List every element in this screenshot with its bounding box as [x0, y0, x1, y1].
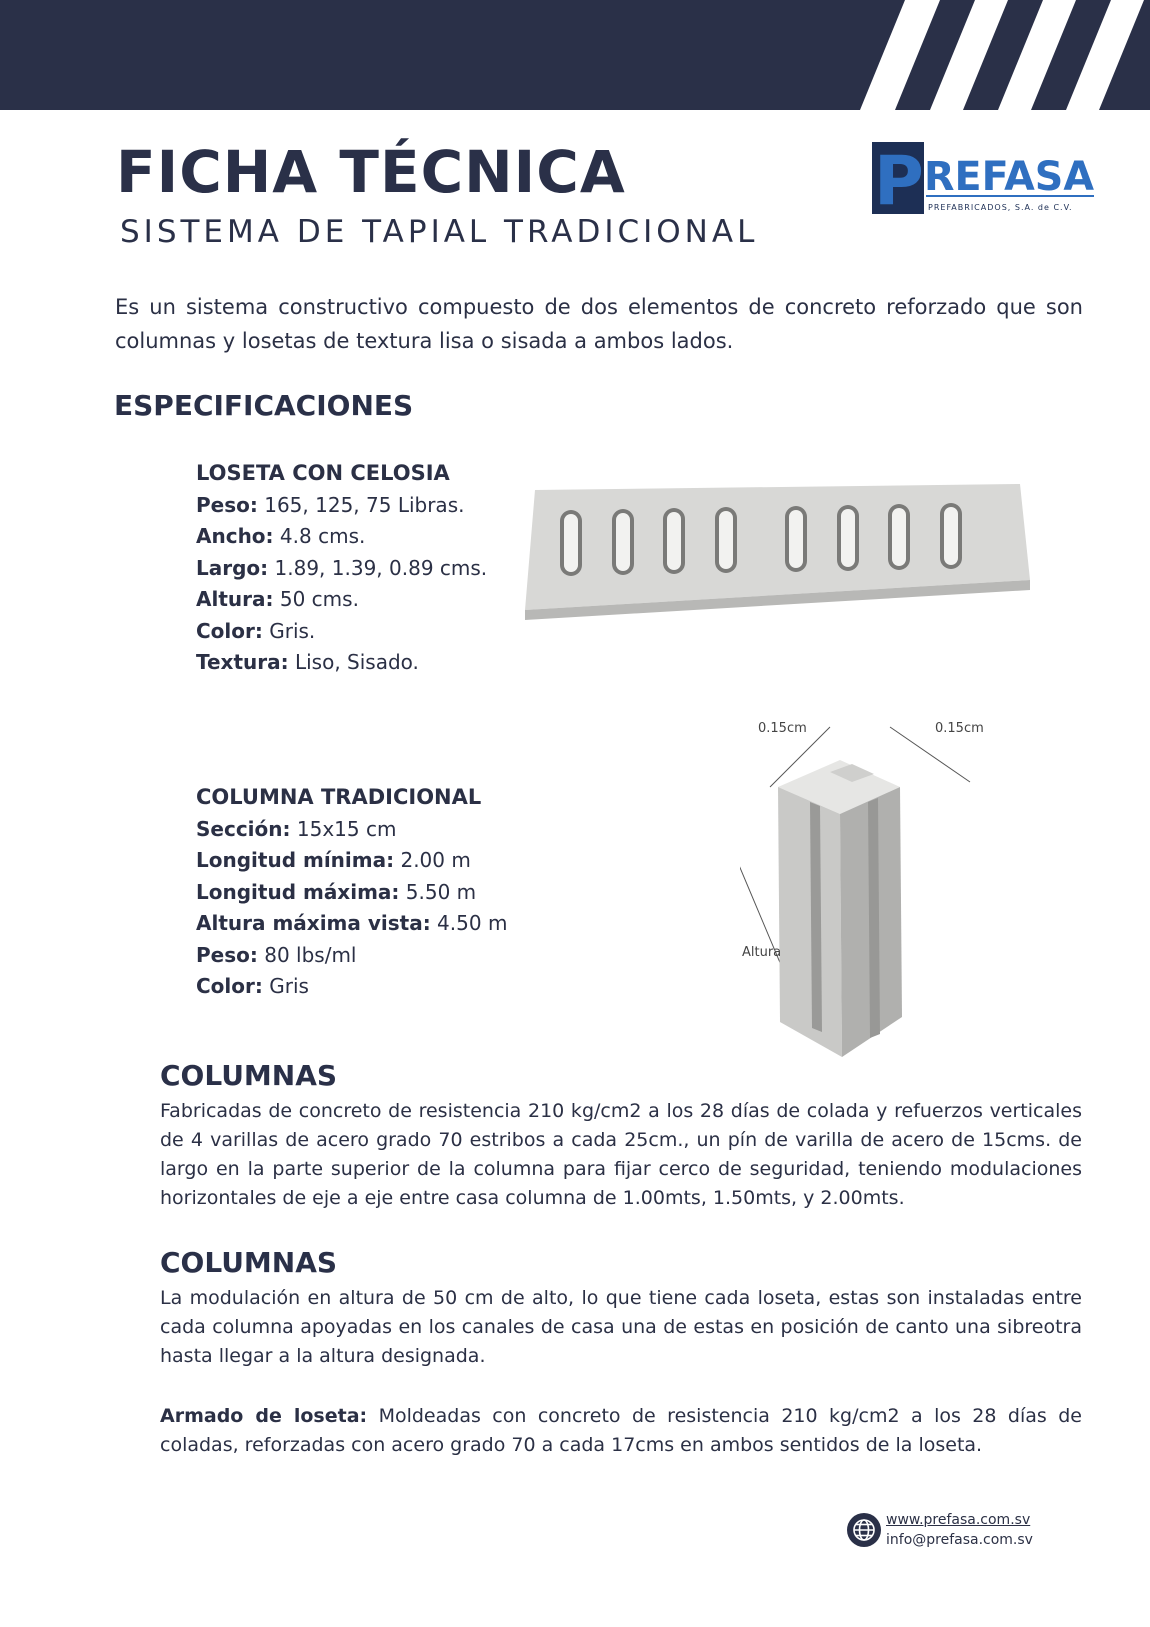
footer-contacts [886, 1510, 1033, 1550]
spec-row: Longitud mínima: 2.00 m [196, 848, 471, 872]
svg-text:P: P [874, 142, 924, 220]
loseta-image [515, 482, 1035, 622]
columnas-paragraph-2: La modulación en altura de 50 cm de alto, lo que tiene cada loseta, estas son instaladas entre cada columna apoyadas en los canales de casa una de estas en posición de canto una sibreotra hasta llegar a la altura designada. [160, 1287, 1082, 1367]
armado-paragraph [160, 1402, 1082, 1460]
dim-right-label: 0.15cm [935, 721, 984, 736]
specifications-heading: ESPECIFICACIONES [114, 389, 414, 422]
columnas-paragraph: Fabricadas de concreto de resistencia 210 kg/cm2 a los 28 días de colada y refuerzos verticales de 4 varillas de acero grado 70 estribos a cada 25cm., un pín de varilla de acero de 15cms. de largo en la parte superior de la columna para fijar cerco de seguridad, teniendo modulaciones horizontales de eje a eje entre casa columna de 1.00mts, 1.50mts, y 2.00mts. [160, 1100, 1082, 1209]
columna-specs [196, 782, 507, 1003]
spec-row: Altura: 50 cms. [196, 587, 359, 611]
website-link[interactable]: www.prefasa.com.sv [886, 1512, 1031, 1528]
loseta-title: LOSETA CON CELOSIA [196, 461, 450, 485]
header-bar [0, 0, 1150, 110]
columnas-heading: COLUMNAS [160, 1059, 338, 1092]
intro-paragraph: Es un sistema constructivo compuesto de dos elementos de concreto reforzado que son columnas y losetas de textura lisa o sisada a ambos lados. [115, 295, 1083, 353]
svg-text:REFASA: REFASA [924, 154, 1095, 200]
spec-row: Textura: Liso, Sisado. [196, 650, 419, 674]
columna-diagram [740, 712, 1010, 1072]
header-stripes [0, 0, 1150, 110]
armado-text: Moldeadas con concreto de resistencia 210 kg/cm2 a los 28 días de coladas, reforzadas con acero grado 70 a cada 17cms en ambos sentidos de la loseta. [160, 1405, 1082, 1456]
email-link[interactable]: info@prefasa.com.sv [886, 1532, 1033, 1548]
height-label: Altura [742, 945, 782, 960]
spec-row: Peso: 165, 125, 75 Libras. [196, 492, 465, 517]
spec-row: Largo: 1.89, 1.39, 0.89 cms. [196, 555, 488, 580]
spec-row: Sección: 15x15 cm [196, 816, 397, 841]
page-title: FICHA TÉCNICA [116, 138, 626, 206]
loseta-specs [196, 458, 487, 679]
spec-row: Color: Gris. [196, 618, 316, 643]
columna-title: COLUMNA TRADICIONAL [196, 785, 482, 809]
prefasa-logo [872, 140, 1100, 220]
columnas-heading-2: COLUMNAS [160, 1246, 338, 1279]
spec-row: Ancho: 4.8 cms. [196, 524, 366, 548]
svg-text:PREFABRICADOS, S.A. de C.V.: PREFABRICADOS, S.A. de C.V. [928, 203, 1073, 212]
page-subtitle: SISTEMA DE TAPIAL TRADICIONAL [120, 214, 759, 250]
spec-row: Altura máxima vista: 4.50 m [196, 911, 508, 935]
spec-row: Peso: 80 lbs/ml [196, 942, 357, 967]
dim-left-label: 0.15cm [758, 721, 807, 736]
armado-label: Armado de loseta: [160, 1405, 368, 1427]
spec-row: Longitud máxima: 5.50 m [196, 879, 477, 904]
globe-icon [846, 1512, 882, 1548]
spec-row: Color: Gris [196, 974, 309, 998]
